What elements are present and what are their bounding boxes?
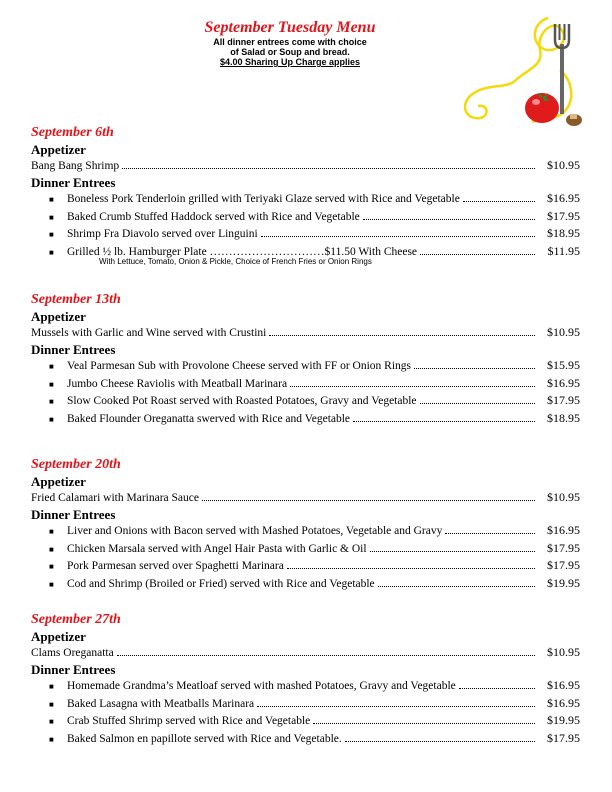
dot-leader — [257, 702, 535, 707]
item-name: Pork Parmesan served over Spaghetti Marinara — [67, 560, 284, 572]
entree-item — [49, 190, 580, 206]
entree-item — [49, 225, 580, 241]
item-price: $17.95 — [547, 208, 580, 223]
item-name: Fried Calamari with Marinara Sauce — [31, 492, 199, 504]
item-name: Jumbo Cheese Raviolis with Meatball Marinara — [67, 377, 288, 390]
dot-leader — [202, 496, 535, 501]
item-name: Chicken Marsala served with Angel Hair Pasta with Garlic & Oil — [67, 542, 367, 555]
appetizer-label: Appetizer — [31, 309, 86, 324]
tomato-highlight — [532, 99, 540, 105]
section-date-title: September 13th — [31, 292, 121, 307]
dot-leader — [445, 529, 535, 534]
bullet-icon: ■ — [49, 397, 54, 406]
entree-item — [49, 357, 580, 373]
item-name: Boneless Pork Tenderloin grilled with Teriyaki Glaze served with Rice and Vegetable — [67, 193, 460, 205]
bullet-icon: ■ — [49, 247, 54, 257]
entree-item — [49, 410, 580, 426]
appetizer-label: Appetizer — [31, 629, 86, 644]
bullet-icon: ■ — [49, 527, 54, 536]
dot-leader — [261, 232, 535, 237]
item-price: $15.95 — [547, 358, 580, 372]
dot-leader — [117, 651, 535, 656]
item-price: $19.95 — [547, 713, 580, 727]
entree-item — [49, 730, 580, 746]
bullet-icon: ■ — [49, 414, 54, 424]
dot-leader — [269, 331, 535, 336]
dot-leader — [345, 737, 535, 742]
item-price: $16.95 — [547, 191, 580, 205]
entree-item — [49, 695, 580, 711]
bullet-icon: ■ — [49, 230, 54, 239]
dot-leader — [414, 364, 535, 369]
item-name: Homemade Grandma’s Meatloaf served with mashed Potatoes, Gravy and Vegetable — [67, 680, 456, 692]
section-date-title: September 20th — [31, 457, 121, 472]
appetizer-item — [31, 324, 580, 340]
item-name: Baked Crumb Stuffed Haddock served with Rice and Vegetable — [67, 210, 360, 223]
header-line-3: $4.00 Sharing Up Charge applies — [219, 57, 361, 67]
entree-item — [49, 522, 580, 538]
appetizer-item — [31, 157, 580, 173]
dot-leader — [363, 215, 535, 220]
item-note: With Lettuce, Tomato, Onion & Pickle, Choice of French Fries or Onion Rings — [99, 257, 372, 266]
entrees-label: Dinner Entrees — [31, 662, 116, 677]
bullet-icon: ■ — [49, 212, 54, 222]
entree-item — [49, 208, 580, 224]
dot-leader — [459, 684, 535, 689]
dot-leader — [370, 547, 535, 552]
bullet-icon: ■ — [49, 544, 54, 554]
item-name: Bang Bang Shrimp — [31, 160, 120, 172]
header-line-2: of Salad or Soup and bread. — [230, 47, 350, 57]
item-name: Crab Stuffed Shrimp served with Rice and Vegetable — [67, 715, 311, 727]
entree-item — [49, 575, 580, 591]
dot-leader — [463, 197, 535, 202]
entrees-label: Dinner Entrees — [31, 342, 116, 357]
item-price: $17.95 — [547, 393, 580, 407]
bullet-icon: ■ — [49, 734, 54, 744]
entrees-label: Dinner Entrees — [31, 175, 116, 190]
item-name: Grilled ½ lb. Hamburger Plate …………………………$11.50 With Cheese — [67, 245, 418, 258]
dot-leader — [378, 582, 535, 587]
bullet-icon: ■ — [49, 362, 54, 371]
entrees-label: Dinner Entrees — [31, 507, 116, 522]
appetizer-label: Appetizer — [31, 142, 86, 157]
bullet-icon: ■ — [49, 699, 54, 709]
bullet-icon: ■ — [49, 682, 54, 691]
item-price: $19.95 — [547, 575, 580, 590]
bullet-icon: ■ — [49, 717, 54, 726]
item-name: Liver and Onions with Bacon served with Mashed Potatoes, Vegetable and Gravy — [67, 525, 443, 537]
dot-leader — [313, 719, 535, 724]
section-date-title: September 27th — [31, 612, 121, 627]
header-line-1: All dinner entrees come with choice — [213, 37, 367, 47]
item-price: $18.95 — [547, 410, 580, 425]
appetizer-item — [31, 644, 580, 660]
entree-item — [49, 677, 580, 693]
item-name: Baked Flounder Oreganatta swerved with Rice and Vegetable — [67, 412, 351, 425]
item-name: Baked Salmon en papillote served with Rice and Vegetable. — [67, 732, 342, 745]
entree-item — [49, 712, 580, 728]
bullet-icon: ■ — [49, 562, 54, 571]
section-date-title: September 6th — [31, 125, 114, 140]
item-price: $17.95 — [547, 558, 580, 572]
pasta-fork-tomato-icon — [456, 10, 586, 130]
item-price: $16.95 — [547, 695, 580, 710]
item-price: $10.95 — [547, 490, 580, 504]
dot-leader — [122, 164, 535, 169]
mushroom-stem — [570, 114, 577, 119]
item-price: $10.95 — [547, 158, 580, 172]
item-name: Baked Lasagna with Meatballs Marinara — [67, 697, 255, 710]
entree-item — [49, 392, 580, 408]
appetizer-label: Appetizer — [31, 474, 86, 489]
item-name: Slow Cooked Pot Roast served with Roasted Potatoes, Gravy and Vegetable — [67, 395, 417, 407]
item-price: $16.95 — [547, 375, 580, 390]
entree-item — [49, 375, 580, 391]
item-name: Veal Parmesan Sub with Provolone Cheese served with FF or Onion Rings — [67, 360, 412, 372]
item-name: Clams Oreganatta — [31, 647, 114, 659]
bullet-icon: ■ — [49, 379, 54, 389]
item-price: $10.95 — [547, 325, 580, 339]
item-name: Shrimp Fra Diavolo served over Linguini — [67, 228, 258, 240]
item-price: $16.95 — [547, 678, 580, 692]
entree-item — [49, 540, 580, 556]
dot-leader — [420, 399, 535, 404]
item-price: $18.95 — [547, 226, 580, 240]
entree-item — [49, 557, 580, 573]
item-name: Mussels with Garlic and Wine served with Crustini — [31, 327, 267, 339]
bullet-icon: ■ — [49, 195, 54, 204]
item-name: Cod and Shrimp (Broiled or Fried) served with Rice and Vegetable — [67, 577, 375, 590]
dot-leader — [287, 564, 535, 569]
item-price: $16.95 — [547, 523, 580, 537]
fork-handle — [560, 44, 564, 114]
page-title: September Tuesday Menu — [204, 19, 376, 36]
dot-leader — [353, 417, 535, 422]
item-price: $17.95 — [547, 730, 580, 745]
dot-leader — [420, 250, 535, 255]
appetizer-item — [31, 489, 580, 505]
dot-leader — [290, 382, 535, 387]
item-price: $11.95 — [547, 243, 580, 258]
item-price: $10.95 — [547, 645, 580, 659]
item-price: $17.95 — [547, 540, 580, 555]
bullet-icon: ■ — [49, 579, 54, 589]
